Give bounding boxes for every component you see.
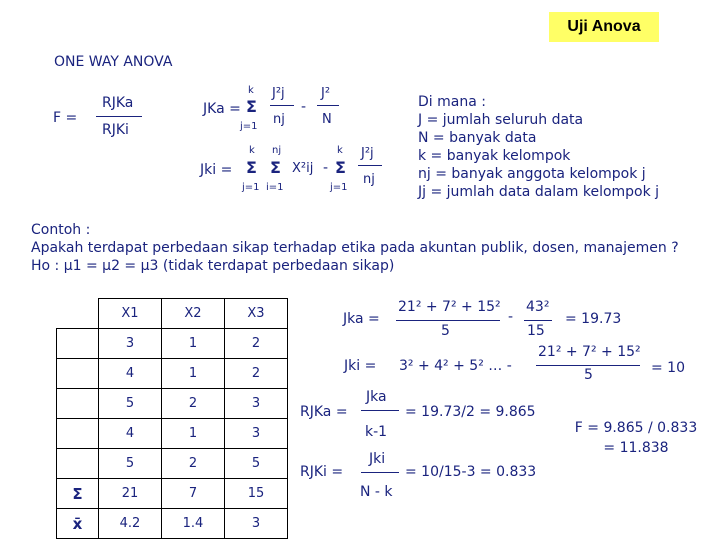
table-cell: 3 — [225, 419, 288, 449]
table-row — [57, 329, 288, 359]
calc-jki-den: 5 — [584, 367, 593, 383]
jka-sigma-top: k — [248, 85, 254, 96]
example-question: Apakah terdapat perbedaan sikap terhadap etika pada akuntan publik, dosen, manajemen ? — [31, 240, 679, 256]
jki-sigma2-bottom: i=1 — [266, 182, 284, 193]
table-header-row — [57, 299, 288, 329]
f-fraction-line — [96, 116, 142, 117]
calc-jki-line — [536, 365, 640, 366]
mean-label: x̄ — [57, 509, 99, 539]
table-cell: 3 — [225, 509, 288, 539]
table-header-cell: X3 — [225, 299, 288, 329]
section-title: ONE WAY ANOVA — [54, 54, 173, 70]
data-table — [56, 298, 288, 539]
table-cell: 1 — [162, 419, 225, 449]
jki-term-num: J²j — [361, 146, 374, 161]
jka-sigma-icon: Σ — [246, 97, 257, 116]
definition-item: J = jumlah seluruh data — [418, 112, 584, 128]
page-title: Uji Anova — [549, 12, 659, 42]
calc-jki-expr: 3² + 4² + 5² … - — [399, 358, 512, 374]
definition-item: Jj = jumlah data dalam kelompok j — [418, 184, 660, 200]
calc-jki-num: 21² + 7² + 15² — [538, 344, 641, 360]
calc-rjka-den: k-1 — [365, 424, 388, 440]
table-header-cell: X2 — [162, 299, 225, 329]
example-hypothesis: Ho : μ1 = μ2 = μ3 (tidak terdapat perbedaan sikap) — [31, 258, 395, 274]
jki-lhs: Jki = — [200, 162, 233, 178]
calc-rjki-den: N - k — [360, 484, 393, 500]
jki-sigma2-top: nj — [272, 145, 282, 156]
calc-jka-line1 — [396, 320, 500, 321]
jka-sigma-bottom: j=1 — [240, 121, 258, 132]
jka-term2-line — [317, 105, 339, 106]
table-mean-row — [57, 509, 288, 539]
jki-minus: - — [323, 160, 329, 176]
jki-term-line — [358, 165, 382, 166]
calc-jka-den2: 15 — [527, 323, 545, 339]
calc-rjki-result: = 10/15-3 = 0.833 — [405, 464, 537, 480]
calc-rjki-lhs: RJKi = — [300, 464, 344, 480]
calc-jka-lhs: Jka = — [343, 311, 380, 327]
calc-rjka-line — [361, 410, 399, 411]
table-cell: 5 — [99, 449, 162, 479]
jki-sigma2-icon: Σ — [270, 158, 281, 177]
definitions-block — [418, 93, 659, 201]
table-cell: 5 — [99, 389, 162, 419]
table-cell: 2 — [162, 389, 225, 419]
sum-label: Σ — [57, 479, 99, 509]
definition-item: N = banyak data — [418, 130, 537, 146]
jki-sigma3-icon: Σ — [335, 158, 346, 177]
table-header-cell: X1 — [99, 299, 162, 329]
jki-term-den: nj — [363, 172, 375, 187]
jka-term1-line — [270, 105, 294, 106]
table-cell: 21 — [99, 479, 162, 509]
f-numerator: RJKa — [102, 95, 134, 111]
jka-lhs: JKa = — [203, 101, 241, 117]
definitions-title: Di mana : — [418, 94, 486, 110]
table-cell: 3 — [99, 329, 162, 359]
f-result-line1: F = 9.865 / 0.833 — [574, 420, 698, 436]
table-cell: 1.4 — [162, 509, 225, 539]
calc-jka-num2: 43² — [526, 299, 550, 315]
table-row — [57, 389, 288, 419]
jki-x2ij: X²ij — [292, 161, 314, 176]
calc-jka-num1: 21² + 7² + 15² — [398, 299, 501, 315]
table-cell: 4 — [99, 359, 162, 389]
table-cell: 1 — [162, 359, 225, 389]
calc-jki-lhs: Jki = — [344, 358, 377, 374]
f-result-line2: = 11.838 — [603, 440, 669, 456]
table-cell: 4 — [99, 419, 162, 449]
calc-rjka-num: Jka — [366, 389, 387, 405]
table-row — [57, 449, 288, 479]
calc-rjka-lhs: RJKa = — [300, 404, 348, 420]
jki-sigma1-icon: Σ — [246, 158, 257, 177]
table-cell: 3 — [225, 389, 288, 419]
jka-term1-num: J²j — [272, 86, 285, 101]
jki-sigma1-bottom: j=1 — [242, 182, 260, 193]
jka-term2-num: J² — [321, 86, 331, 101]
f-result-block — [568, 418, 704, 458]
jki-sigma1-top: k — [249, 145, 255, 156]
definition-item: k = banyak kelompok — [418, 148, 571, 164]
f-denominator: RJKi — [102, 122, 129, 138]
jka-term1-den: nj — [273, 112, 285, 127]
calc-rjka-result: = 19.73/2 = 9.865 — [405, 404, 536, 420]
calc-rjki-line — [361, 472, 399, 473]
table-cell: 5 — [225, 449, 288, 479]
calc-jka-den1: 5 — [441, 323, 450, 339]
jka-term2-den: N — [322, 112, 332, 127]
table-cell: 15 — [225, 479, 288, 509]
table-row — [57, 419, 288, 449]
example-block — [31, 221, 679, 275]
table-cell: 7 — [162, 479, 225, 509]
calc-jki-result: = 10 — [651, 360, 685, 376]
table-cell: 1 — [162, 329, 225, 359]
jki-sigma3-bottom: j=1 — [330, 182, 348, 193]
table-cell: 2 — [225, 329, 288, 359]
table-sum-row — [57, 479, 288, 509]
calc-rjki-num: Jki — [369, 451, 386, 467]
f-lhs: F = — [53, 110, 78, 126]
calc-jka-result: = 19.73 — [565, 311, 622, 327]
table-cell: 2 — [162, 449, 225, 479]
example-label: Contoh : — [31, 222, 91, 238]
table-cell: 4.2 — [99, 509, 162, 539]
definition-item: nj = banyak anggota kelompok j — [418, 166, 646, 182]
table-corner — [57, 299, 99, 329]
jka-minus: - — [301, 99, 307, 115]
jki-sigma3-top: k — [337, 145, 343, 156]
calc-jka-minus: - — [508, 309, 514, 325]
calc-jka-line2 — [524, 320, 552, 321]
table-cell: 2 — [225, 359, 288, 389]
table-row — [57, 359, 288, 389]
